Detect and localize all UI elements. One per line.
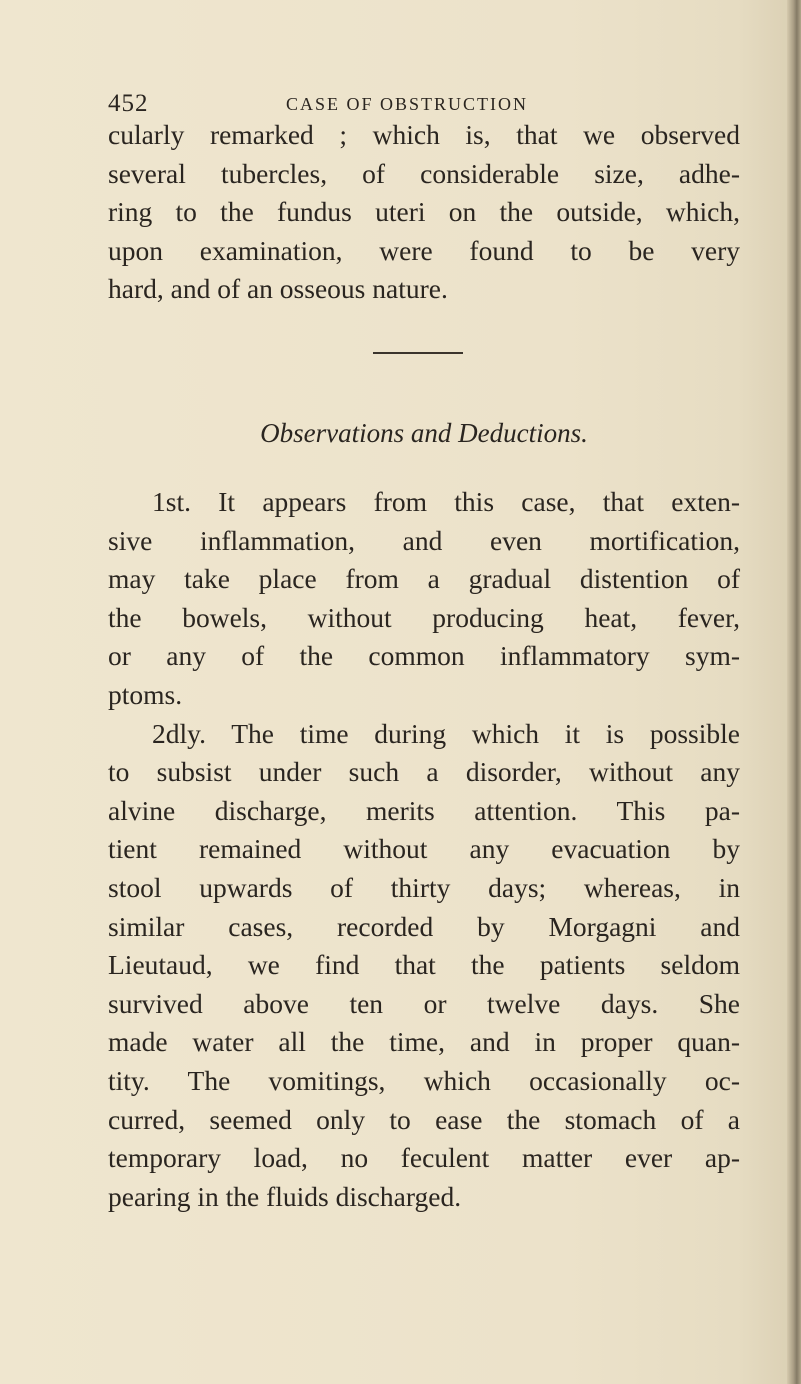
- text-line: 1st. It appears from this case, that exten-: [152, 486, 740, 517]
- page-gutter-edge: [787, 0, 801, 1384]
- text-line: sive inflammation, and even mortification,: [108, 524, 740, 556]
- text-line: Lieutaud, we find that the patients seldom: [108, 949, 740, 981]
- text-line: pearing in the fluids discharged.: [108, 1180, 462, 1212]
- running-head: CASE OF OBSTRUCTION: [286, 94, 529, 114]
- text-line: cularly remarked ; which is, that we observed: [108, 119, 740, 150]
- text-line: hard, and of an osseous nature.: [108, 273, 448, 305]
- text-line: 2dly. The time during which it is possible: [152, 717, 740, 749]
- text-line: stool upwards of thirty days; whereas, in: [108, 871, 740, 903]
- page-number: 452: [108, 90, 149, 117]
- text-line: the bowels, without producing heat, fever,: [108, 601, 740, 633]
- text-line: tient remained without any evacuation by: [108, 833, 740, 865]
- continuation-paragraph: [108, 116, 740, 309]
- text-line: temporary load, no feculent matter ever ap-: [108, 1142, 740, 1174]
- text-line: made water all the time, and in proper quan-: [108, 1026, 740, 1058]
- text-line: may take place from a gradual distention of: [108, 563, 740, 595]
- text-line: upon examination, were found to be very: [108, 234, 740, 266]
- text-line: survived above ten or twelve days. She: [108, 987, 740, 1019]
- section-title: Observations and Deductions.: [260, 418, 588, 448]
- text-line: several tubercles, of considerable size, adhe-: [108, 157, 740, 189]
- text-line: ptoms.: [108, 678, 183, 710]
- text-line: alvine discharge, merits attention. This pa-: [108, 794, 740, 826]
- observations-body: [108, 483, 740, 1216]
- section-divider-rule: [373, 352, 463, 354]
- text-line: or any of the common inflammatory sym-: [108, 640, 740, 672]
- text-line: ring to the fundus uteri on the outside, which,: [108, 196, 740, 228]
- text-line: to subsist under such a disorder, without any: [108, 756, 740, 788]
- text-line: tity. The vomitings, which occasionally oc-: [108, 1064, 740, 1096]
- text-line: similar cases, recorded by Morgagni and: [108, 910, 740, 942]
- text-line: curred, seemed only to ease the stomach of a: [108, 1103, 740, 1135]
